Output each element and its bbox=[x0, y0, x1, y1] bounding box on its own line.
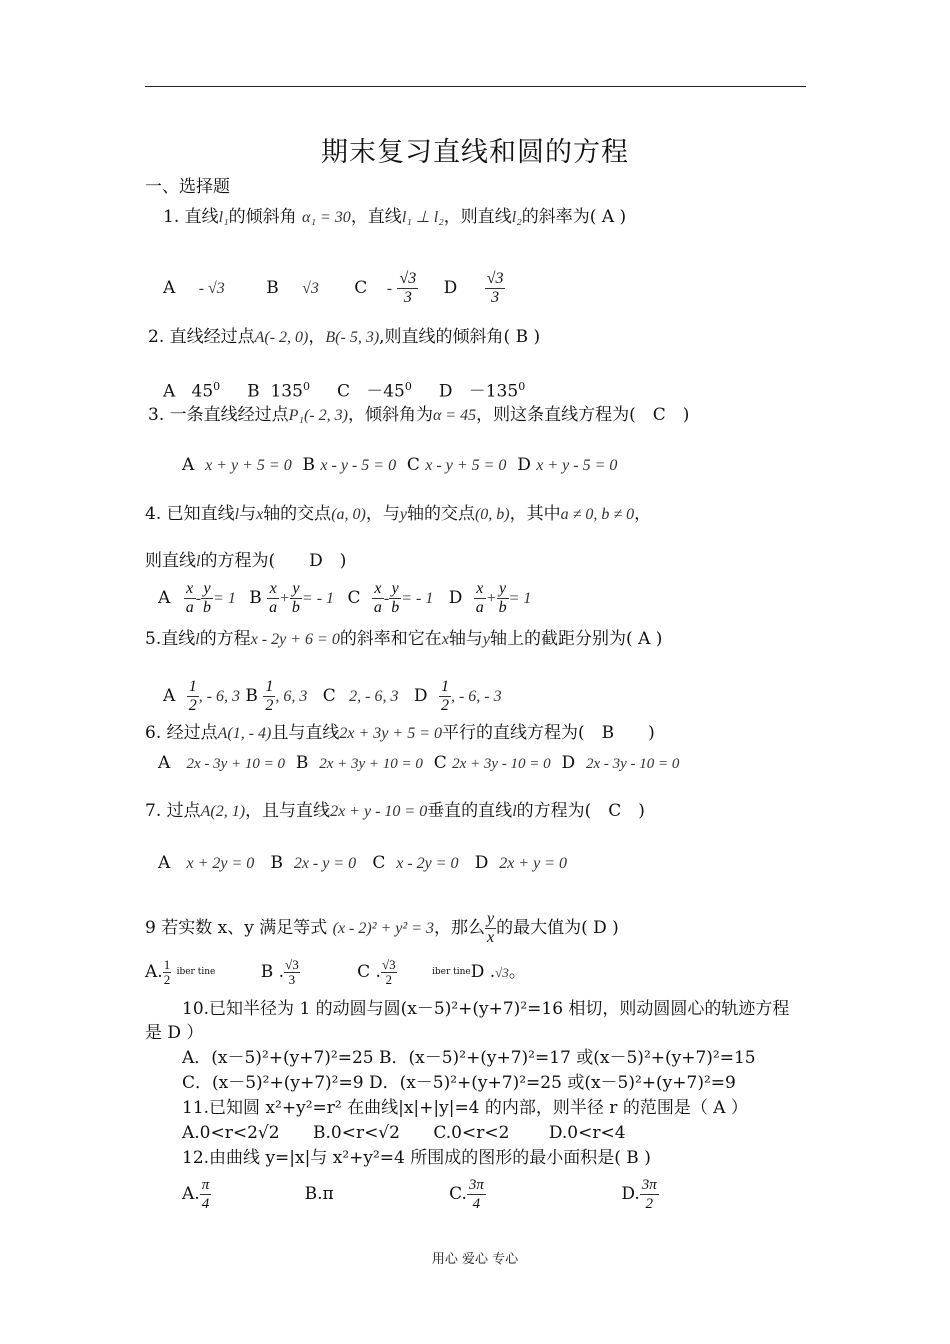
question-10-line1: 10.已知半径为 1 的动圆与圆(x－5)²+(y+7)²=16 相切，则动圆圆心的轨迹方程 bbox=[182, 999, 790, 1019]
question-4-line2: 则直线l的方程为( D ) bbox=[145, 551, 347, 571]
question-2-options: A $45^0$ B $135^0$ C $-45^0$ D $-135^0$ bbox=[163, 380, 526, 402]
question-12: 12.由曲线 y=|x|与 x²+y²=4 所围成的图形的最小面积是( B ) bbox=[182, 1148, 651, 1168]
question-3: 3. 一条直线经过点P₁(- 2, 3)，倾斜角为α = 45，则这条直线方程为( C ) bbox=[148, 405, 690, 425]
question-9-options: A. $\frac{1}{2}$ iber tine B . $\frac{√3}{3}$ C . $\frac{√3}{2}$ iber tineD .√3。 bbox=[145, 957, 526, 987]
question-10-line2: 是 D ） bbox=[145, 1023, 204, 1043]
question-1: 1. 直线l₁的倾斜角 α₁ = 30，直线l₁ ⊥ l₂，则直线l₂的斜率为( A ) bbox=[163, 207, 627, 227]
page-title: 期末复习直线和圆的方程 bbox=[321, 137, 629, 168]
question-6: 6. 经过点A(1, - 4)且与直线2x + 3y + 5 = 0平行的直线方程为( B ) bbox=[145, 723, 655, 743]
question-4: 4. 已知直线l与x轴的交点(a, 0)，与y轴的交点(0, b)，其中a ≠ 0, b ≠ 0， bbox=[145, 504, 652, 524]
question-12-options: A. $\frac{\pi}{4}$ B.π C. $\frac{3\pi}{4}$ D. $\frac{3\pi}{2}$ bbox=[182, 1177, 657, 1212]
artifact-mark: iber tine bbox=[176, 967, 216, 977]
question-1-options: A - √3 B √3 C - $\frac{√3}{3}$ D $\frac{√3}{3}$ bbox=[163, 270, 504, 306]
page-footer: 用心 爱心 专心 bbox=[431, 1252, 519, 1267]
question-7-options: A x + 2y = 0 B 2x - y = 0 C x - 2y = 0 D 2x + y = 0 bbox=[158, 853, 567, 873]
question-11: 11.已知圆 x²+y²=r² 在曲线|x|+|y|=4 的内部，则半径 r 的范围是（ A ） bbox=[182, 1098, 748, 1118]
question-10-options-ab: A．(x－5)²+(y+7)²=25 B．(x－5)²+(y+7)²=17 或(x－5)²+(y+7)²=15 bbox=[182, 1048, 756, 1068]
section-heading: 一、选择题 bbox=[145, 177, 230, 197]
question-5: 5.直线l的方程x - 2y + 6 = 0的斜率和它在x轴与y轴上的截距分别为( A ) bbox=[145, 629, 663, 649]
header-rule bbox=[145, 86, 806, 87]
question-3-options: A x + y + 5 = 0 B x - y - 5 = 0 C x - y + 5 = 0 D x + y - 5 = 0 bbox=[182, 455, 618, 475]
question-10-options-cd: C．(x－5)²+(y+7)²=9 D．(x－5)²+(y+7)²=25 或(x－5)²+(y+7)²=9 bbox=[182, 1073, 736, 1093]
question-6-options: A 2x - 3y + 10 = 0 B 2x + 3y + 10 = 0 C 2x + 3y - 10 = 0 D 2x - 3y - 10 = 0 bbox=[158, 753, 680, 773]
question-11-options: A.0<r<2√2 B.0<r<√2 C.0<r<2 D.0<r<4 bbox=[182, 1123, 626, 1143]
question-2: 2. 直线经过点A(- 2, 0)，B(- 5, 3),则直线的倾斜角( B ) bbox=[148, 327, 541, 347]
question-9: 9 若实数 x、y 满足等式 (x - 2)² + y² = 3，那么 $\frac{y}{x}$ 的最大值为( D ) bbox=[145, 910, 619, 946]
question-5-options: A $\frac{1}{2}$ , - 6, 3 B $\frac{1}{2}$ , 6, 3 C 2, - 6, 3 D $\frac{1}{2}$ , - 6, - 3 bbox=[163, 678, 502, 714]
question-7: 7. 过点A(2, 1)，且与直线2x + y - 10 = 0垂直的直线l的方程为( C ) bbox=[145, 801, 645, 821]
question-4-options: A $\frac{x}{a}$ - $\frac{y}{b}$ = 1 B $\frac{x}{a}$ + $\frac{y}{b}$ = - 1 C $\frac{x}{a}$ - $\frac{y}{b}$ = - 1 D $\frac{x}{a}$ + $\frac{y}{b}$ = 1 bbox=[158, 580, 532, 616]
